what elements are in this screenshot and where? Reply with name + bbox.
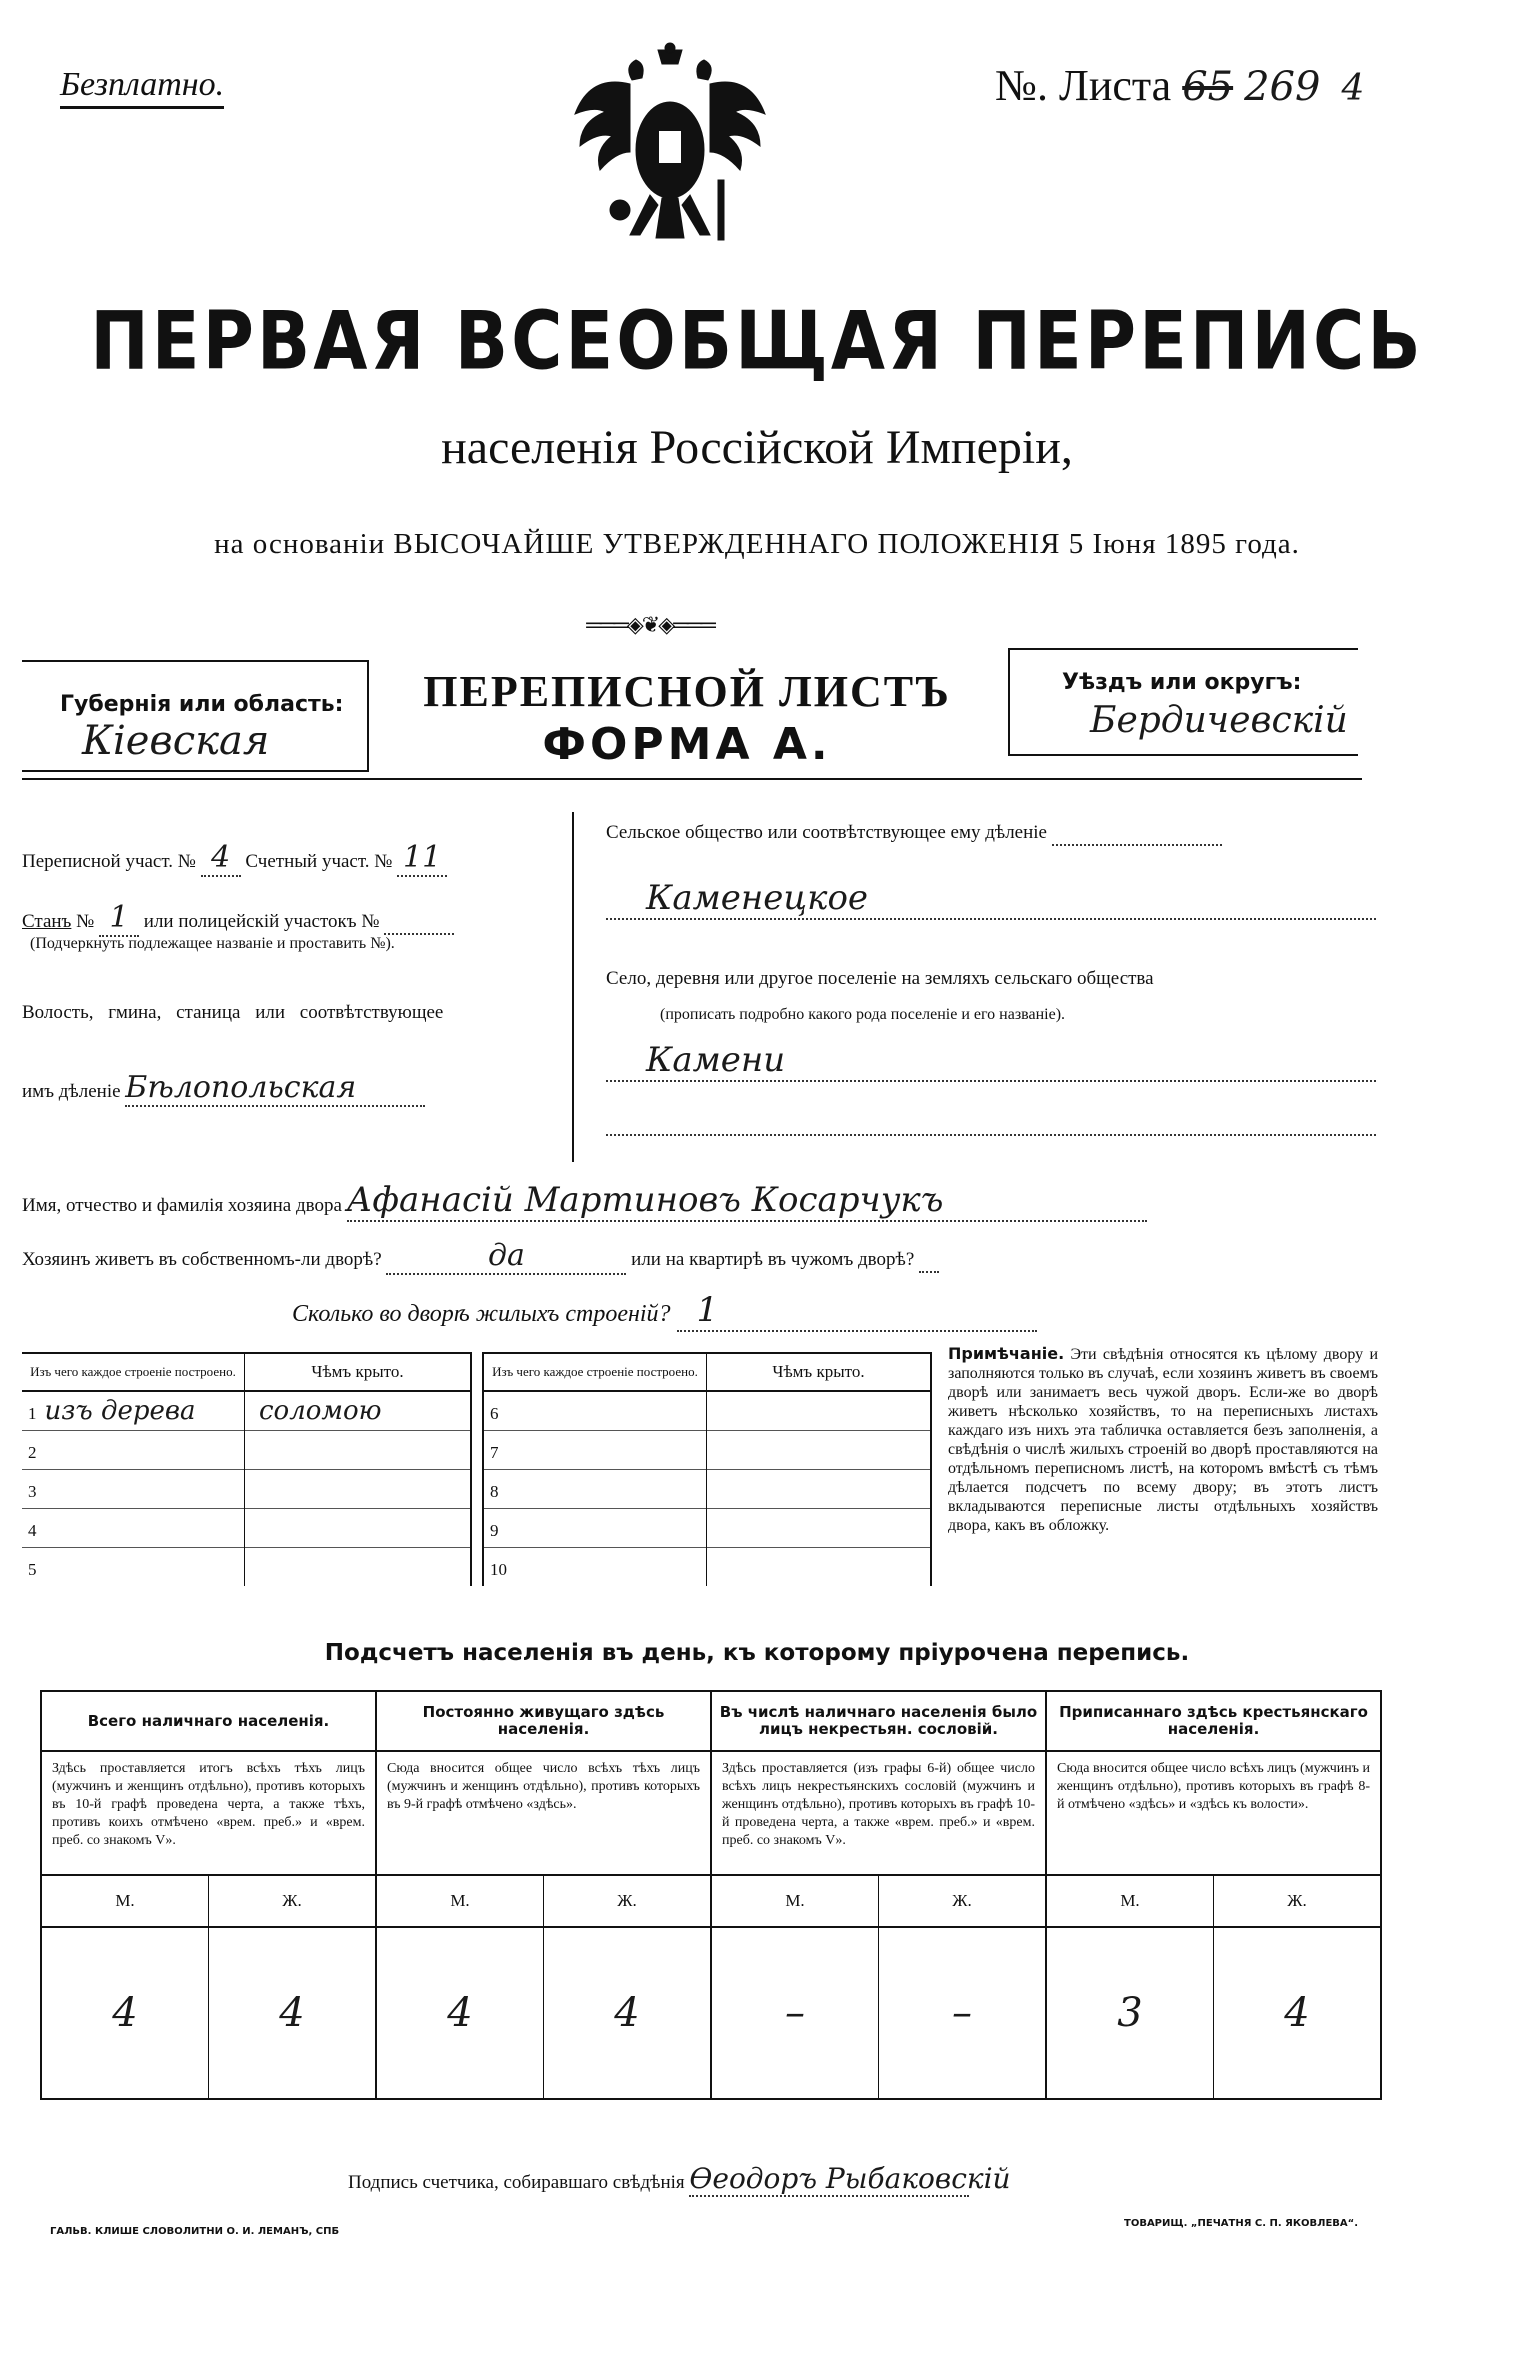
building-material-cell — [22, 1508, 245, 1547]
population-count-female: 4 — [614, 1990, 640, 2036]
building-row — [483, 1430, 931, 1469]
census-district-row — [22, 840, 552, 877]
population-title: Подсчетъ населенія въ день, къ которому пріурочена перепись. — [324, 1640, 1190, 1666]
buildings-label: Сколько во дворѣ жилыхъ строеній? — [292, 1301, 671, 1327]
population-sex-header-row — [1047, 1876, 1380, 1928]
building-row-number: 6 — [490, 1403, 499, 1423]
building-material-cell — [483, 1508, 707, 1547]
owner-lives-value: да — [386, 1238, 626, 1275]
population-values-row — [377, 1928, 710, 2098]
sheet-number-extra: 4 — [1341, 68, 1365, 109]
building-material-cell — [22, 1391, 245, 1430]
sheet-title-box — [372, 660, 1002, 768]
population-count-male: 4 — [42, 1928, 209, 2098]
footer-right: ТОВАРИЩ. „ПЕЧАТНЯ С. П. ЯКОВЛЕВА“. — [1124, 2218, 1359, 2229]
population-group-header: Приписаннаго здѣсь крестьянскаго населенія. — [1047, 1692, 1380, 1752]
population-count-female: 4 — [1284, 1990, 1310, 2036]
building-material-cell — [483, 1469, 707, 1508]
stan-no-label: № — [76, 911, 95, 932]
signature-value: Ѳеодоръ Рыбаковскій — [689, 2162, 1011, 2195]
page-title: ПЕРВАЯ ВСЕОБЩАЯ ПЕРЕПИСЬ — [90, 293, 1424, 389]
note-text: Эти свѣдѣнія относятся къ цѣлому двору и заполняются только въ случаѣ, если хозяинъ живетъ въ своемъ дворѣ или занимаетъ весь чужой дворъ. Если-же во дворѣ живетъ нѣсколько хозяйствъ, то на переписныхъ листахъ каждаго изъ нихъ эта табличка оставляется безъ заполненія, а свѣдѣнія о числѣ жилыхъ строеній во дворѣ проставляются на отдѣльномъ переписномъ листѣ, на которомъ вмѣстѣ съ тѣмъ дѣлается подсчетъ по всему двору; въ этотъ листъ вкладываются переписные листы отдѣльныхъ хозяйствъ двора, какъ въ обложку. — [948, 1346, 1378, 1534]
population-group-desc: Сюда вносится общее число всѣхъ тѣхъ лицъ (мужчинъ и женщинъ отдѣльно), противъ которыхъ въ 9-й графѣ отмѣчено «здѣсь». — [377, 1752, 710, 1876]
note-title: Примѣчаніе. — [948, 1344, 1065, 1363]
form-label: ФОРМА А. — [542, 719, 832, 770]
sex-label-male: М. — [1047, 1876, 1214, 1926]
building-row — [22, 1391, 471, 1430]
owner-name-row — [22, 1180, 1147, 1222]
uezd-value: Бердичевскій — [1090, 700, 1348, 741]
building-material-cell — [483, 1547, 707, 1586]
building-roof-cell — [707, 1430, 932, 1469]
owner-lives-label-2: или на квартирѣ въ чужомъ дворѣ? — [631, 1249, 915, 1270]
population-values-row — [712, 1928, 1045, 2098]
sex-label-female: Ж. — [1287, 1891, 1307, 1910]
building-row — [22, 1469, 471, 1508]
building-row-number: 5 — [28, 1559, 37, 1579]
population-values-row — [1047, 1928, 1380, 2098]
sheet-number-crossed: 65 — [1182, 64, 1234, 110]
building-row — [483, 1469, 931, 1508]
volost-row — [22, 1070, 425, 1107]
population-sex-header-row — [377, 1876, 710, 1928]
note-block — [948, 1344, 1378, 1535]
building-row — [22, 1430, 471, 1469]
buildings-table-right — [482, 1352, 932, 1586]
building-roof-cell — [245, 1547, 472, 1586]
volost-label-2: имъ дѣленіе — [22, 1081, 121, 1102]
sex-label-female: Ж. — [282, 1891, 302, 1910]
footer-left: ГАЛЬВ. КЛИШЕ СЛОВОЛИТНИ О. И. ЛЕМАНЪ, СПБ — [50, 2226, 340, 2237]
building-roof-cell: соломою — [245, 1391, 472, 1430]
building-row — [22, 1508, 471, 1547]
population-sex-header-row — [42, 1876, 375, 1928]
uezd-label: Уѣздъ или округъ: — [1062, 670, 1302, 695]
census-district-value: 4 — [201, 840, 241, 877]
population-table — [40, 1690, 1382, 2100]
population-group-desc: Сюда вносится общее число всѣхъ лицъ (мужчинъ и женщинъ отдѣльно), противъ которыхъ въ графѣ 8-й отмѣчено «здѣсь» и «здѣсь къ волости». — [1047, 1752, 1380, 1876]
volost-value: Бѣлопольская — [125, 1070, 425, 1107]
building-row-number: 9 — [490, 1520, 499, 1540]
imperial-eagle-emblem — [570, 40, 770, 260]
building-material-cell — [483, 1430, 707, 1469]
sex-label-male: М. — [42, 1876, 209, 1926]
col-material-header: Изъ чего каждое строеніе построено. — [22, 1353, 245, 1391]
eagle-icon — [570, 40, 770, 260]
buildings-table — [22, 1352, 932, 1596]
society-dots — [1052, 822, 1222, 846]
building-roof-cell — [707, 1391, 932, 1430]
count-district-value: 11 — [397, 840, 447, 877]
building-roof-cell — [245, 1508, 472, 1547]
uezd-box — [1008, 648, 1358, 756]
building-material-cell — [22, 1547, 245, 1586]
building-row-number: 2 — [28, 1442, 37, 1462]
col-roof-header: Чѣмъ крыто. — [245, 1353, 472, 1391]
population-sex-header-row — [712, 1876, 1045, 1928]
building-row — [483, 1508, 931, 1547]
population-group-header: Всего наличнаго населенія. — [42, 1692, 375, 1752]
building-row-number: 4 — [28, 1520, 37, 1540]
police-district-value — [384, 911, 454, 935]
population-group-header: Постоянно живущаго здѣсь населенія. — [377, 1692, 710, 1752]
building-material-value: изъ дерева — [44, 1395, 196, 1426]
population-group — [1047, 1692, 1380, 2098]
population-group — [377, 1692, 712, 2098]
building-row — [483, 1391, 931, 1430]
header-rule — [22, 778, 1362, 780]
legal-basis: на основаніи ВЫСОЧАЙШЕ УТВЕРЖДЕННАГО ПОЛОЖЕНІЯ 5 Іюня 1895 года. — [214, 528, 1300, 560]
building-roof-cell — [707, 1469, 932, 1508]
owner-lives-dots — [919, 1249, 939, 1273]
population-count-male: – — [712, 1928, 879, 2098]
population-count-female: 4 — [279, 1990, 305, 2036]
building-row-number: 7 — [490, 1442, 499, 1462]
ornament-divider: ═══◈❦◈═══ — [586, 612, 714, 637]
police-district-label: или полицейскій участокъ № — [143, 911, 380, 932]
sex-label-male: М. — [377, 1876, 544, 1926]
sheet-title: ПЕРЕПИСНОЙ ЛИСТЪ — [423, 667, 951, 716]
society-value: Каменецкое — [606, 878, 1376, 920]
population-group — [42, 1692, 377, 2098]
volost-label: Волость, гмина, станица или соотвѣтствующее — [22, 1002, 444, 1023]
guberniya-box — [22, 660, 369, 772]
population-group — [712, 1692, 1047, 2098]
building-roof-cell — [707, 1547, 932, 1586]
stan-row — [22, 900, 552, 937]
building-material-cell — [22, 1469, 245, 1508]
free-label: Безплатно. — [60, 66, 224, 109]
population-group-desc: Здѣсь проставляется итогъ всѣхъ тѣхъ лицъ (мужчинъ и женщинъ отдѣльно), противъ которыхъ въ 10-й графѣ проведена черта, а также тѣхъ, противъ коихъ отмѣчено «врем. преб.» и «врем. преб. со знакомъ V». — [42, 1752, 375, 1876]
building-material-cell — [22, 1430, 245, 1469]
selo-extra-line — [606, 1110, 1376, 1136]
buildings-table-left — [22, 1352, 472, 1586]
building-row-number: 8 — [490, 1481, 499, 1501]
population-count-male: 3 — [1047, 1928, 1214, 2098]
owner-lives-row — [22, 1238, 939, 1275]
stan-note: (Подчеркнуть подлежащее названіе и проставить №). — [30, 935, 395, 952]
building-row-number: 10 — [490, 1559, 507, 1579]
society-label: Сельское общество или соотвѣтствующее ему дѣленіе — [606, 822, 1047, 843]
building-row-number: 3 — [28, 1481, 37, 1501]
owner-lives-label: Хозяинъ живетъ въ собственномъ-ли дворѣ? — [22, 1249, 382, 1270]
sex-label-female: Ж. — [952, 1891, 972, 1910]
buildings-row — [292, 1290, 1037, 1332]
selo-note: (прописать подробно какого рода поселеніе и его названіе). — [660, 1006, 1066, 1023]
guberniya-label: Губернія или область: — [60, 692, 344, 717]
signature-label: Подпись счетчика, собиравшаго свѣдѣнія — [348, 2172, 685, 2193]
sex-label-male: М. — [712, 1876, 879, 1926]
population-count-male: 4 — [377, 1928, 544, 2098]
sex-label-female: Ж. — [617, 1891, 637, 1910]
building-material-cell — [483, 1391, 707, 1430]
population-group-header: Въ числѣ наличнаго населенія было лицъ некрестьян. сословій. — [712, 1692, 1045, 1752]
building-row — [483, 1547, 931, 1586]
count-district-label: Счетный участ. № — [245, 851, 393, 872]
page-subtitle: населенія Россійской Имперіи, — [441, 421, 1073, 474]
population-group-desc: Здѣсь проставляется (изъ графы 6-й) общее число всѣхъ лицъ некрестьянскихъ сословій (мужчинъ и женщинъ отдѣльно), противъ которыхъ въ графѣ 10-й проведена черта, а также «врем. преб.» и «врем. преб. со знакомъ V». — [712, 1752, 1045, 1876]
buildings-value: 1 — [677, 1290, 1037, 1332]
society-row — [606, 822, 1222, 846]
building-roof-cell — [245, 1469, 472, 1508]
building-row — [22, 1547, 471, 1586]
population-count-female: – — [952, 1990, 972, 2036]
building-roof-cell — [245, 1430, 472, 1469]
owner-name-label: Имя, отчество и фамилія хозяина двора — [22, 1195, 342, 1216]
vertical-divider — [572, 812, 574, 1162]
building-row-number: 1 — [28, 1403, 37, 1423]
owner-name-value: Афанасій Мартиновъ Косарчукъ — [347, 1180, 1147, 1222]
census-district-label: Переписной участ. № — [22, 851, 196, 872]
col-roof-header-2: Чѣмъ крыто. — [707, 1353, 932, 1391]
sheet-number-value: 269 — [1244, 64, 1321, 110]
stan-label: Станъ — [22, 911, 72, 932]
stan-value: 1 — [99, 900, 139, 937]
sheet-number-label: №. Листа — [995, 61, 1172, 110]
col-material-header-2: Изъ чего каждое строеніе построено. — [483, 1353, 707, 1391]
population-grid — [42, 1692, 1380, 2098]
building-roof-cell — [707, 1508, 932, 1547]
population-values-row — [42, 1928, 375, 2098]
guberniya-value: Кіевская — [82, 718, 270, 764]
selo-value: Камени — [606, 1040, 1376, 1082]
signature-row — [348, 2162, 1011, 2197]
selo-label: Село, деревня или другое поселеніе на земляхъ сельскаго общества — [606, 968, 1154, 989]
sheet-number — [995, 60, 1364, 111]
